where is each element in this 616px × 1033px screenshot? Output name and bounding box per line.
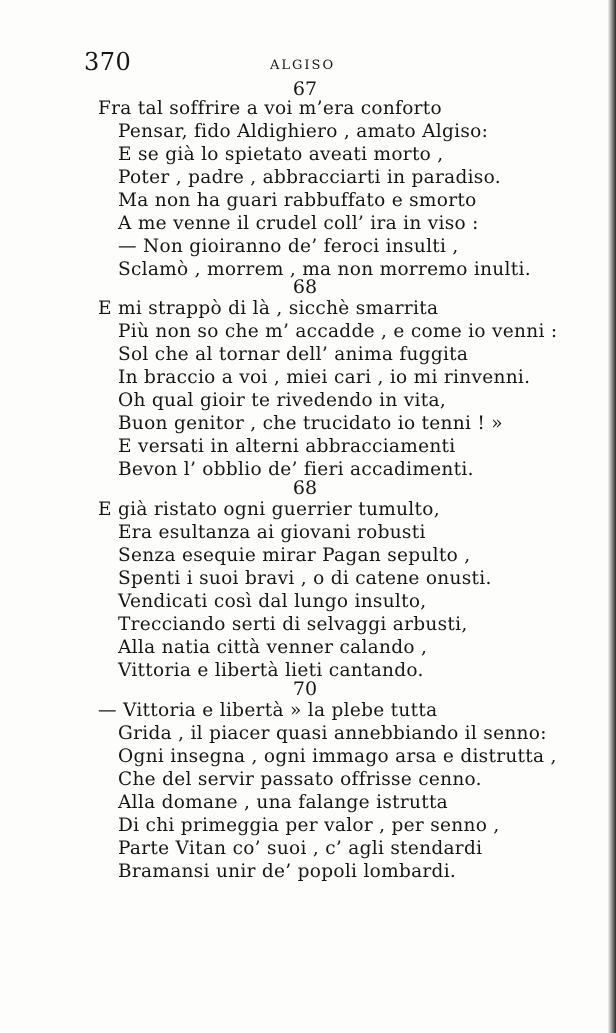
verse-line: A me venne il crudel coll’ ira in viso : bbox=[118, 213, 479, 234]
stanza-number: 67 bbox=[292, 78, 318, 100]
verse-line: Trecciando serti di selvaggi arbusti, bbox=[118, 614, 468, 635]
verse-line: Sol che al tornar dell’ anima fuggita bbox=[118, 344, 469, 365]
verse-line: Più non so che m’ accadde , e come io venni : bbox=[118, 321, 558, 342]
verse-line: — Vittoria e libertà » la plebe tutta bbox=[98, 700, 438, 721]
verse-line: — Non gioiranno de’ feroci insulti , bbox=[118, 236, 459, 257]
verse-line: E mi strappò di là , sicchè smarrita bbox=[98, 298, 439, 319]
stanza-number: 70 bbox=[292, 678, 318, 700]
verse-line: Ogni insegna , ogni immago arsa e distrutta , bbox=[118, 746, 557, 767]
verse-line: Alla natia città venner calando , bbox=[118, 637, 428, 658]
verse-line: Parte Vitan co’ suoi , c’ agli stendardi bbox=[118, 838, 483, 859]
verse-line: Buon genitor , che trucidato io tenni ! » bbox=[118, 413, 503, 434]
verse-line: In braccio a voi , miei cari , io mi rinvenni. bbox=[118, 367, 531, 388]
verse-line: Ma non ha guari rabbuffato e smorto bbox=[118, 190, 477, 211]
verse-line: E versati in alterni abbracciamenti bbox=[118, 436, 456, 457]
verse-line: Grida , il piacer quasi annebbiando il senno: bbox=[118, 723, 547, 744]
verse-line: Pensar, fido Aldighiero , amato Algiso: bbox=[118, 121, 489, 142]
verse-line: Oh qual gioir te rivedendo in vita, bbox=[118, 390, 446, 411]
verse-line: Spenti i suoi bravi , o di catene onusti. bbox=[118, 568, 492, 589]
verse-line: Bramansi unir de’ popoli lombardi. bbox=[118, 861, 457, 882]
verse-line: Alla domane , una falange istrutta bbox=[118, 792, 449, 813]
verse-line: Vittoria e libertà lieti cantando. bbox=[118, 660, 424, 681]
stanza-number: 68 bbox=[292, 477, 318, 499]
verse-line: Bevon l’ obblio de’ fieri accadimenti. bbox=[118, 459, 474, 480]
verse-line: Vendicati così dal lungo insulto, bbox=[118, 591, 427, 612]
verse-line: Fra tal soffrire a voi m’era conforto bbox=[98, 98, 442, 119]
verse-line: Che del servir passato offrisse cenno. bbox=[118, 769, 482, 790]
verse-line: E già ristato ogni guerrier tumulto, bbox=[98, 499, 440, 520]
verse-line: Sclamò , morrem , ma non morremo inulti. bbox=[118, 259, 531, 280]
verse-line: Poter , padre , abbracciarti in paradiso. bbox=[118, 167, 501, 188]
verse-line: E se già lo spietato aveati morto , bbox=[118, 144, 444, 165]
page-number: 370 bbox=[84, 48, 132, 76]
running-title: ALGISO bbox=[270, 58, 336, 73]
verse-line: Senza esequie mirar Pagan sepulto , bbox=[118, 545, 471, 566]
stanza-number: 68 bbox=[292, 276, 318, 298]
page-edge-shadow bbox=[608, 0, 616, 1033]
verse-line: Di chi primeggia per valor , per senno , bbox=[118, 815, 500, 836]
verse-line: Era esultanza ai giovani robusti bbox=[118, 522, 426, 543]
